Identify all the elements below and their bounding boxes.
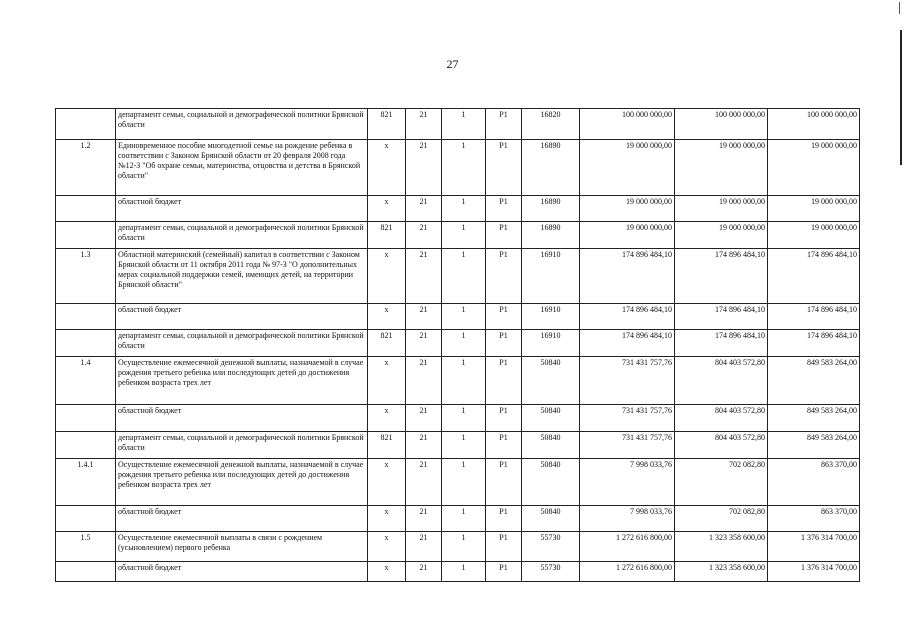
subsection-code: 1 [442, 222, 486, 249]
row-number [56, 304, 116, 330]
program-code: Р1 [486, 196, 522, 222]
amount-year-2: 1 323 358 600,00 [675, 532, 768, 562]
article-code: 16910 [522, 330, 580, 357]
subsection-code: 1 [442, 506, 486, 532]
subsection-code: 1 [442, 532, 486, 562]
section-code: 21 [406, 405, 442, 432]
row-number [56, 196, 116, 222]
budget-table [55, 108, 860, 582]
article-code: 16890 [522, 140, 580, 196]
row-description: областной бюджет [116, 405, 368, 432]
program-code: Р1 [486, 506, 522, 532]
table-row [56, 405, 860, 432]
row-description: департамент семьи, социальной и демографической политики Брянской области [116, 432, 368, 459]
amount-year-1: 100 000 000,00 [580, 109, 675, 140]
ministry-code: 821 [368, 330, 406, 357]
amount-year-1: 1 272 616 800,00 [580, 532, 675, 562]
amount-year-3: 863 370,00 [768, 506, 860, 532]
program-code: Р1 [486, 330, 522, 357]
ministry-code: х [368, 459, 406, 506]
ministry-code: х [368, 304, 406, 330]
table-row [56, 357, 860, 405]
section-code: 21 [406, 196, 442, 222]
table-row [56, 222, 860, 249]
section-code: 21 [406, 330, 442, 357]
amount-year-1: 174 896 484,10 [580, 304, 675, 330]
amount-year-2: 804 403 572,80 [675, 432, 768, 459]
amount-year-2: 1 323 358 600,00 [675, 562, 768, 582]
subsection-code: 1 [442, 562, 486, 582]
subsection-code: 1 [442, 249, 486, 304]
section-code: 21 [406, 459, 442, 506]
table-row [56, 140, 860, 196]
ministry-code: х [368, 249, 406, 304]
row-description: Осуществление ежемесячной денежной выплаты, назначаемой в случае рождения третьего ребенка или последующих детей до достижения ребенком возраста трех лет [116, 459, 368, 506]
row-number: 1.2 [56, 140, 116, 196]
amount-year-1: 7 998 033,76 [580, 506, 675, 532]
subsection-code: 1 [442, 140, 486, 196]
amount-year-1: 19 000 000,00 [580, 222, 675, 249]
amount-year-3: 1 376 314 700,00 [768, 562, 860, 582]
row-description: областной бюджет [116, 304, 368, 330]
table-row [56, 249, 860, 304]
row-description: областной бюджет [116, 196, 368, 222]
ministry-code: 821 [368, 222, 406, 249]
row-description: департамент семьи, социальной и демографической политики Брянской области [116, 222, 368, 249]
amount-year-3: 1 376 314 700,00 [768, 532, 860, 562]
page-number: 27 [446, 57, 459, 71]
subsection-code: 1 [442, 304, 486, 330]
subsection-code: 1 [442, 357, 486, 405]
article-code: 16890 [522, 196, 580, 222]
amount-year-3: 19 000 000,00 [768, 196, 860, 222]
section-code: 21 [406, 109, 442, 140]
subsection-code: 1 [442, 109, 486, 140]
amount-year-1: 1 272 616 800,00 [580, 562, 675, 582]
amount-year-2: 174 896 484,10 [675, 249, 768, 304]
subsection-code: 1 [442, 330, 486, 357]
amount-year-3: 174 896 484,10 [768, 304, 860, 330]
article-code: 50840 [522, 459, 580, 506]
table-row [56, 562, 860, 582]
article-code: 16890 [522, 222, 580, 249]
subsection-code: 1 [442, 459, 486, 506]
table-row [56, 506, 860, 532]
row-number [56, 405, 116, 432]
article-code: 16910 [522, 304, 580, 330]
section-code: 21 [406, 506, 442, 532]
amount-year-2: 702 082,80 [675, 459, 768, 506]
amount-year-2: 19 000 000,00 [675, 222, 768, 249]
amount-year-1: 19 000 000,00 [580, 140, 675, 196]
subsection-code: 1 [442, 405, 486, 432]
ministry-code: х [368, 196, 406, 222]
amount-year-3: 849 583 264,00 [768, 357, 860, 405]
row-number [56, 330, 116, 357]
program-code: Р1 [486, 459, 522, 506]
program-code: Р1 [486, 405, 522, 432]
table-row [56, 459, 860, 506]
amount-year-1: 174 896 484,10 [580, 249, 675, 304]
margin-bar [900, 30, 902, 165]
row-number [56, 109, 116, 140]
amount-year-3: 174 896 484,10 [768, 249, 860, 304]
program-code: Р1 [486, 222, 522, 249]
row-description: областной бюджет [116, 506, 368, 532]
program-code: Р1 [486, 532, 522, 562]
table-row [56, 330, 860, 357]
row-number [56, 432, 116, 459]
margin-tick [899, 2, 900, 14]
article-code: 50840 [522, 357, 580, 405]
table-row [56, 109, 860, 140]
ministry-code: х [368, 140, 406, 196]
amount-year-1: 731 431 757,76 [580, 357, 675, 405]
amount-year-3: 849 583 264,00 [768, 405, 860, 432]
ministry-code: х [368, 562, 406, 582]
amount-year-2: 702 082,80 [675, 506, 768, 532]
article-code: 55730 [522, 532, 580, 562]
ministry-code: 821 [368, 432, 406, 459]
article-code: 50840 [522, 506, 580, 532]
ministry-code: х [368, 405, 406, 432]
ministry-code: х [368, 357, 406, 405]
row-description: Единовременное пособие многодетной семье на рождение ребенка в соответствии с Законом Брянской области от 20 февраля 2008 года №12-З "Об охране семьи, материнства, отцовства и детства в Брянской области" [116, 140, 368, 196]
row-description: Осуществление ежемесячной выплаты в связи с рождением (усыновлением) первого ребенка [116, 532, 368, 562]
row-description: областной бюджет [116, 562, 368, 582]
section-code: 21 [406, 304, 442, 330]
table-row [56, 304, 860, 330]
program-code: Р1 [486, 109, 522, 140]
subsection-code: 1 [442, 196, 486, 222]
amount-year-2: 804 403 572,80 [675, 357, 768, 405]
amount-year-3: 849 583 264,00 [768, 432, 860, 459]
amount-year-2: 804 403 572,80 [675, 405, 768, 432]
section-code: 21 [406, 432, 442, 459]
row-description: Областной материнский (семейный) капитал в соответствии с Законом Брянской области от 11 октября 2011 года № 97-З "О дополнительных мерах социальной поддержки семей, имеющих детей, на территории Брянской области" [116, 249, 368, 304]
row-number: 1.4 [56, 357, 116, 405]
program-code: Р1 [486, 304, 522, 330]
program-code: Р1 [486, 249, 522, 304]
article-code: 55730 [522, 562, 580, 582]
amount-year-3: 100 000 000,00 [768, 109, 860, 140]
amount-year-1: 174 896 484,10 [580, 330, 675, 357]
table-row [56, 196, 860, 222]
section-code: 21 [406, 532, 442, 562]
program-code: Р1 [486, 357, 522, 405]
amount-year-1: 731 431 757,76 [580, 432, 675, 459]
section-code: 21 [406, 249, 442, 304]
section-code: 21 [406, 140, 442, 196]
article-code: 50840 [522, 405, 580, 432]
program-code: Р1 [486, 562, 522, 582]
subsection-code: 1 [442, 432, 486, 459]
row-description: департамент семьи, социальной и демографической политики Брянской области [116, 109, 368, 140]
amount-year-3: 19 000 000,00 [768, 140, 860, 196]
row-number [56, 222, 116, 249]
ministry-code: х [368, 506, 406, 532]
amount-year-2: 100 000 000,00 [675, 109, 768, 140]
amount-year-3: 863 370,00 [768, 459, 860, 506]
section-code: 21 [406, 357, 442, 405]
section-code: 21 [406, 562, 442, 582]
amount-year-2: 19 000 000,00 [675, 140, 768, 196]
row-description: департамент семьи, социальной и демографической политики Брянской области [116, 330, 368, 357]
table-row [56, 532, 860, 562]
amount-year-2: 19 000 000,00 [675, 196, 768, 222]
amount-year-2: 174 896 484,10 [675, 304, 768, 330]
ministry-code: х [368, 532, 406, 562]
amount-year-3: 19 000 000,00 [768, 222, 860, 249]
amount-year-2: 174 896 484,10 [675, 330, 768, 357]
row-number: 1.3 [56, 249, 116, 304]
amount-year-1: 7 998 033,76 [580, 459, 675, 506]
amount-year-1: 731 431 757,76 [580, 405, 675, 432]
row-description: Осуществление ежемесячной денежной выплаты, назначаемой в случае рождения третьего ребенка или последующих детей до достижения ребенком возраста трех лет [116, 357, 368, 405]
program-code: Р1 [486, 432, 522, 459]
table-row [56, 432, 860, 459]
row-number [56, 506, 116, 532]
section-code: 21 [406, 222, 442, 249]
article-code: 50840 [522, 432, 580, 459]
amount-year-1: 19 000 000,00 [580, 196, 675, 222]
row-number: 1.5 [56, 532, 116, 562]
article-code: 16910 [522, 249, 580, 304]
article-code: 16820 [522, 109, 580, 140]
row-number [56, 562, 116, 582]
program-code: Р1 [486, 140, 522, 196]
row-number: 1.4.1 [56, 459, 116, 506]
amount-year-3: 174 896 484,10 [768, 330, 860, 357]
ministry-code: 821 [368, 109, 406, 140]
